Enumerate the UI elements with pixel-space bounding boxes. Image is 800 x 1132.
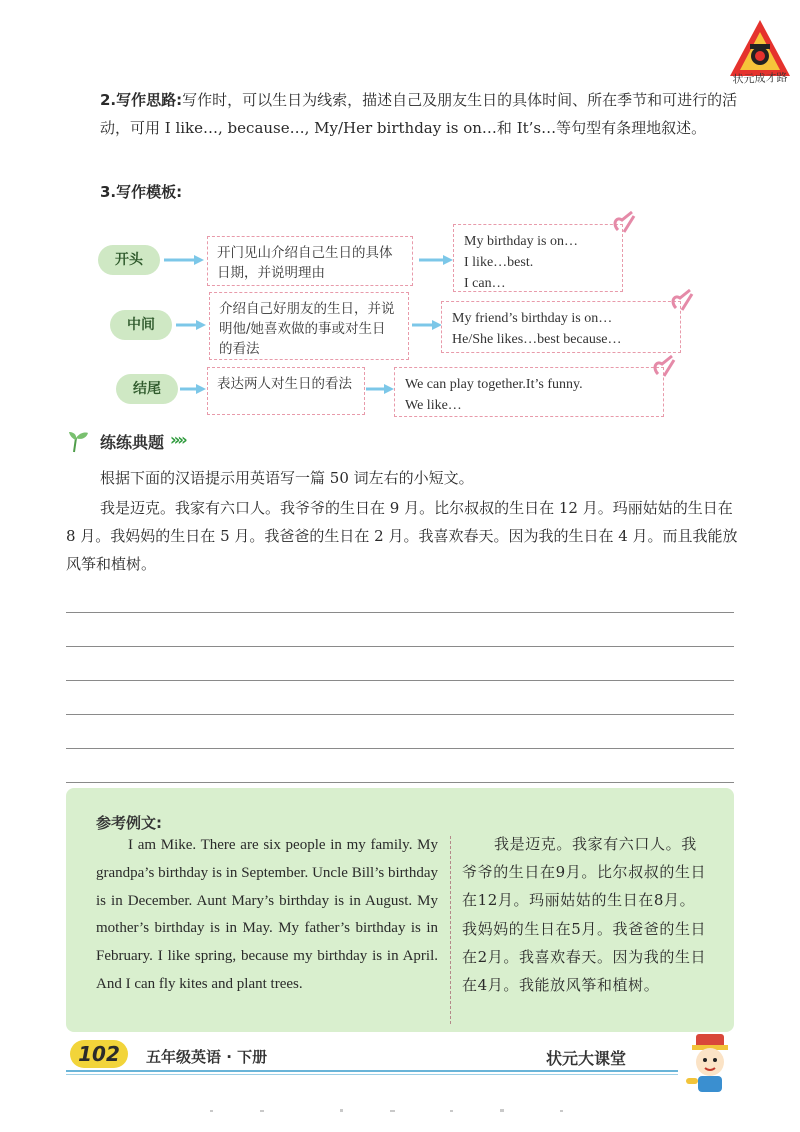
arrow-icon <box>180 384 206 394</box>
writing-template-label: 3.写作模板: <box>100 183 183 201</box>
arrow-icon <box>419 255 453 265</box>
example-line: We like… <box>405 398 462 413</box>
practice-instruction: 根据下面的汉语提示用英语写一篇 50 词左右的小短文。 <box>100 469 474 487</box>
paperclip-icon <box>610 206 640 236</box>
stage-examples-middle <box>441 301 681 353</box>
scan-artifact <box>200 1106 600 1116</box>
footer-rule <box>66 1074 678 1075</box>
arrow-icon <box>412 320 442 330</box>
practice-title: 练练典题 <box>100 433 165 452</box>
stage-pill-end: 结尾 <box>116 374 178 404</box>
example-line: We can play together.It’s funny. <box>405 377 583 392</box>
footer-brand: 状元大课堂 <box>546 1049 627 1068</box>
arrow-icon <box>164 255 204 265</box>
writing-ideas <box>100 86 745 142</box>
stage-desc-start: 开门见山介绍自己生日的具体日期，并说明理由 <box>207 236 413 286</box>
example-line: My birthday is on… <box>464 234 578 249</box>
paperclip-icon <box>668 284 698 314</box>
writing-ideas-text: 写作时，可以生日为线索，描述自己及朋友生日的具体时间、所在季节和可进行的活动，可用 I like…, because…, My/Her birthday is on…和 It’s…等句型有条理地叙述。 <box>100 91 738 137</box>
footer-rule <box>66 1070 678 1072</box>
chevron-right-icon: »» <box>170 430 185 449</box>
writing-line[interactable] <box>66 612 734 613</box>
reference-title: 参考例文: <box>96 814 162 832</box>
writing-line[interactable] <box>66 782 734 783</box>
plant-icon <box>66 428 92 454</box>
stage-desc-middle: 介绍自己好朋友的生日，并说明他/她喜欢做的事或对生日的看法 <box>209 292 409 360</box>
example-line: I can… <box>464 276 506 291</box>
arrow-icon <box>366 384 394 394</box>
stage-examples-end <box>394 367 664 417</box>
writing-line[interactable] <box>66 748 734 749</box>
writing-line[interactable] <box>66 646 734 647</box>
footer-book-title: 五年级英语 · 下册 <box>146 1048 268 1066</box>
writing-line[interactable] <box>66 680 734 681</box>
reference-english: I am Mike. There are six people in my family. My grandpa’s birthday is in September. Uncle Bill’s birthday is in December. Aunt Mary’s birthday is in August. My mother’s birthday is in May. My father’s birthday is in February. I like spring, because my birthday is in April. And I can fly kites and plant trees. <box>96 837 438 992</box>
reference-chinese: 我是迈克。我家有六口人。我爷爷的生日在9月。比尔叔叔的生日在12月。玛丽姑姑的生日在8月。我妈妈的生日在5月。我爸爸的生日在2月。我喜欢春天。因为我的生日在4月。我能放风筝和植树。 <box>462 835 707 995</box>
practice-prompt: 我是迈克。我家有六口人。我爷爷的生日在 9 月。比尔叔叔的生日在 12 月。玛丽姑姑的生日在 8 月。我妈妈的生日在 5 月。我爸爸的生日在 2 月。我喜欢春天。因为我的生日在 4 月。而且我能放风筝和植树。 <box>66 499 738 573</box>
writing-line[interactable] <box>66 714 734 715</box>
reference-divider <box>450 836 451 1024</box>
example-line: He/She likes…best because… <box>452 332 622 347</box>
stage-pill-start: 开头 <box>98 245 160 275</box>
example-line: I like…best. <box>464 255 534 270</box>
stage-examples-start <box>453 224 623 292</box>
writing-ideas-label: 2.写作思路: <box>100 91 183 109</box>
paperclip-icon <box>650 350 680 380</box>
example-line: My friend’s birthday is on… <box>452 311 613 326</box>
stage-desc-end: 表达两人对生日的看法 <box>207 367 365 415</box>
stage-pill-middle: 中间 <box>110 310 172 340</box>
arrow-icon <box>176 320 206 330</box>
logo-text: 状元成才路 <box>732 71 788 86</box>
mascot-icon <box>680 1030 740 1094</box>
page-number: 102 <box>70 1040 128 1068</box>
